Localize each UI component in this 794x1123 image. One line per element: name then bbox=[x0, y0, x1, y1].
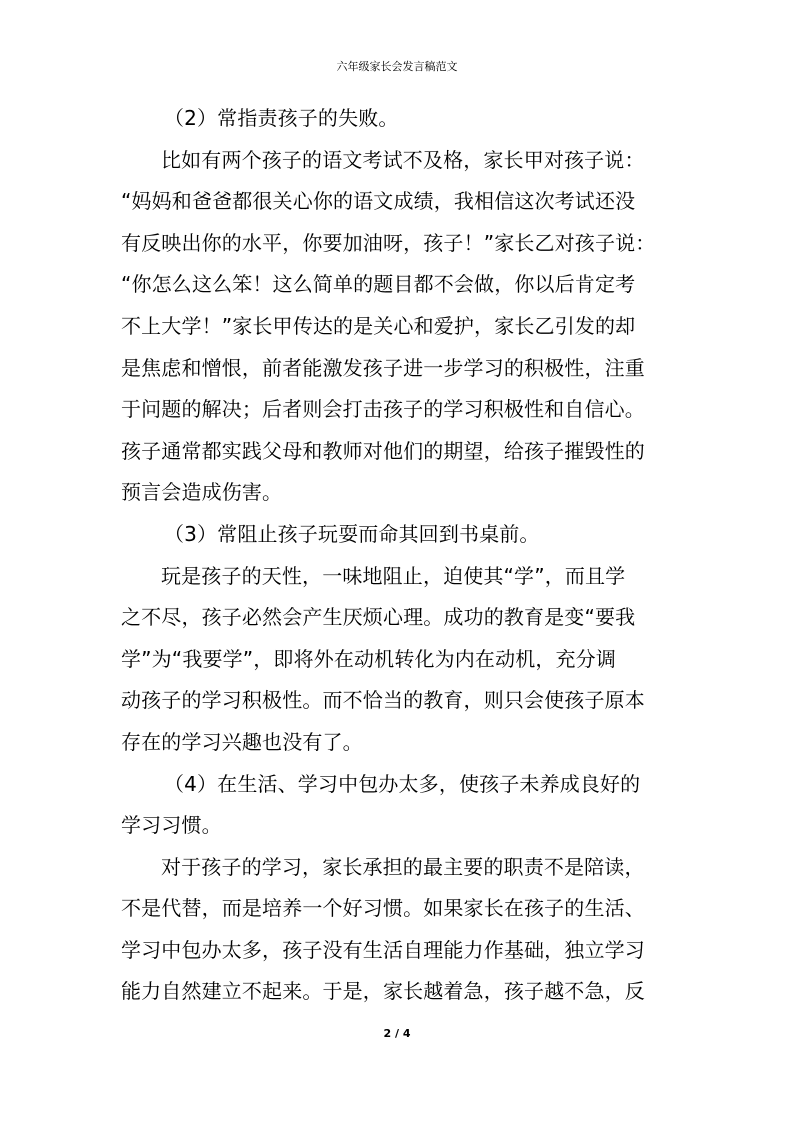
paragraph-line: 不是代替，而是培养一个好习惯。如果家长在孩子的生活、 bbox=[121, 896, 645, 921]
paragraph-line: 是焦虑和憎恨，前者能激发孩子进一步学习的积极性，注重 bbox=[121, 355, 645, 380]
paragraph-line: 之不尽，孩子必然会产生厌烦心理。成功的教育是变“要我 bbox=[121, 605, 636, 630]
document-body bbox=[121, 98, 691, 1013]
paragraph-line: 比如有两个孩子的语文考试不及格，家长甲对孩子说： bbox=[161, 147, 645, 172]
section-heading-2: （2）常指责孩子的失败。 bbox=[164, 106, 399, 130]
paragraph-line: 不上大学！”家长甲传达的是关心和爱护，家长乙引发的却 bbox=[121, 313, 636, 338]
section-heading-4: （4）在生活、学习中包办太多，使孩子未养成良好的 bbox=[164, 771, 641, 796]
paragraph-line: 于问题的解决；后者则会打击孩子的学习积极性和自信心。 bbox=[121, 397, 645, 422]
paragraph-line: 动孩子的学习积极性。而不恰当的教育，则只会使孩子原本 bbox=[121, 688, 645, 713]
page-header-title: 六年级家长会发言稿范文 bbox=[336, 60, 458, 73]
paragraph-line: 对于孩子的学习，家长承担的最主要的职责不是陪读， bbox=[161, 854, 645, 879]
paragraph-line: 存在的学习兴趣也没有了。 bbox=[121, 729, 363, 754]
paragraph-line: 有反映出你的水平，你要加油呀，孩子！”家长乙对孩子说： bbox=[121, 230, 656, 255]
paragraph-line: 能力自然建立不起来。于是，家长越着急，孩子越不急，反 bbox=[121, 979, 645, 1004]
paragraph-line: 孩子通常都实践父母和教师对他们的期望，给孩子摧毁性的 bbox=[121, 438, 645, 463]
section-heading-3: （3）常阻止孩子玩耍而命其回到书桌前。 bbox=[164, 521, 540, 546]
paragraph-line: 学习中包办太多，孩子没有生活自理能力作基础，独立学习 bbox=[121, 937, 645, 962]
paragraph-line: 学习习惯。 bbox=[121, 813, 222, 838]
paragraph-line: “妈妈和爸爸都很关心你的语文成绩，我相信这次考试还没 bbox=[121, 189, 636, 214]
paragraph-line: 玩是孩子的天性，一味地阻止，迫使其“学”，而且学 bbox=[161, 563, 626, 588]
page-number: 2 / 4 bbox=[383, 1027, 411, 1040]
paragraph-line: 预言会造成伤害。 bbox=[121, 480, 283, 505]
paragraph-line: 学”为“我要学”，即将外在动机转化为内在动机，充分调 bbox=[121, 646, 616, 671]
paragraph-line: “你怎么这么笨！这么简单的题目都不会做，你以后肯定考 bbox=[121, 272, 636, 297]
